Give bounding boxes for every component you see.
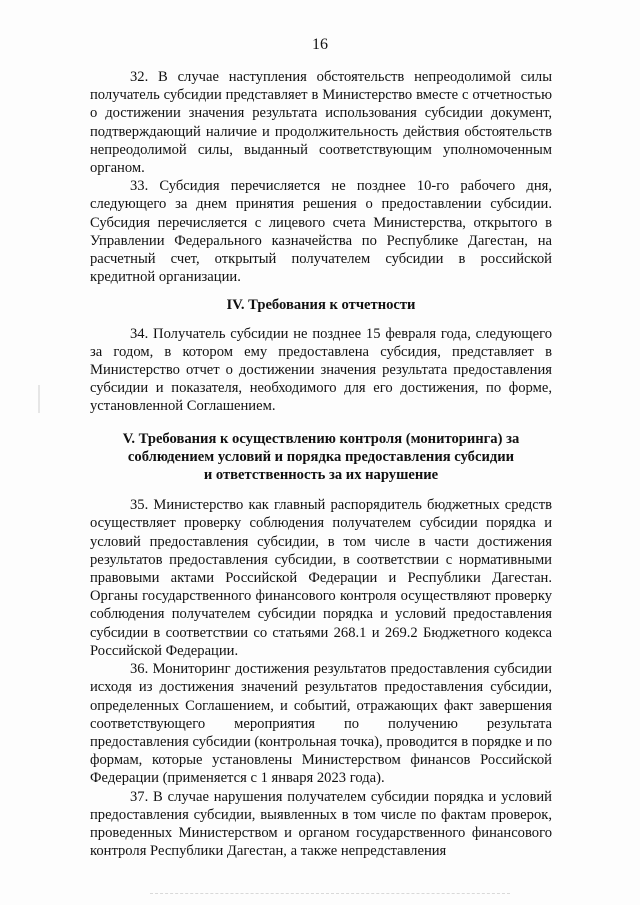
page-number: 16 — [312, 36, 328, 53]
paragraph-35: 35. Министерство как главный распорядитель бюджетных средств осуществляет проверку соблюдения получателем субсидии порядка и условий предоставления субсидии, в том числе в части достижения результатов предоставления субсидии, в соответствии с нормативными правовыми актами Российской Федерации и Республики Дагестан. Органы государственного финансового контроля осуществляют проверку соблюдения получателем субсидии порядка и условий предоставления субсидии в соответствии со статьями 268.1 и 269.2 Бюджетного кодекса Российской Федерации. — [90, 497, 552, 659]
section-heading-v-line-3: и ответственность за их нарушение — [203, 467, 439, 484]
document-body — [90, 68, 552, 860]
paragraph-36: 36. Мониторинг достижения результатов предоставления субсидии исходя из достижения значений результатов предоставления субсидии, определенных Соглашением, и событий, отражающих факт завершения соответствующего мероприятия по получению результата предоставления субсидии (контрольная точка), проводится в порядке и по формам, которые установлены Министерством финансов Российской Федерации (применяется с 1 января 2023 года). — [90, 661, 552, 787]
section-heading-v — [90, 430, 552, 485]
scan-artifact-mark — [38, 385, 40, 413]
paragraph-37: 37. В случае нарушения получателем субсидии порядка и условий предоставления субсидии, выявленных в том числе по фактам проверок, проведенных Министерством и органом государственного финансового контроля Республики Дагестан, а также непредставления — [90, 788, 552, 860]
scan-bottom-edge — [150, 893, 510, 895]
section-heading-v-line-1: V. Требования к осуществлению контроля (мониторинга) за — [122, 430, 520, 447]
section-heading-v-line-2: соблюдением условий и порядка предоставления субсидии — [127, 448, 515, 465]
paragraph-34: 34. Получатель субсидии не позднее 15 февраля года, следующего за годом, в котором ему предоставлена субсидия, представляет в Министерство отчет о достижении значения результата предоставления субсидии и показателя, необходимого для его достижения, по форме, установленной Соглашением. — [90, 325, 552, 415]
section-heading-iv: IV. Требования к отчетности — [226, 297, 416, 314]
paragraph-33: 33. Субсидия перечисляется не позднее 10-го рабочего дня, следующего за днем принятия решения о предоставлении субсидии. Субсидия перечисляется с лицевого счета Министерства, открытого в Управлении Федерального казначейства по Республике Дагестан, на расчетный счет, открытый получателем субсидии в российской кредитной организации. — [90, 178, 552, 286]
paragraph-32: 32. В случае наступления обстоятельств непреодолимой силы получатель субсидии представляет в Министерство вместе с отчетностью о достижении значения результата использования субсидии документ, подтверждающий наличие и продолжительность действия обстоятельств непреодолимой силы, выданный соответствующим уполномоченным органом. — [90, 69, 552, 177]
